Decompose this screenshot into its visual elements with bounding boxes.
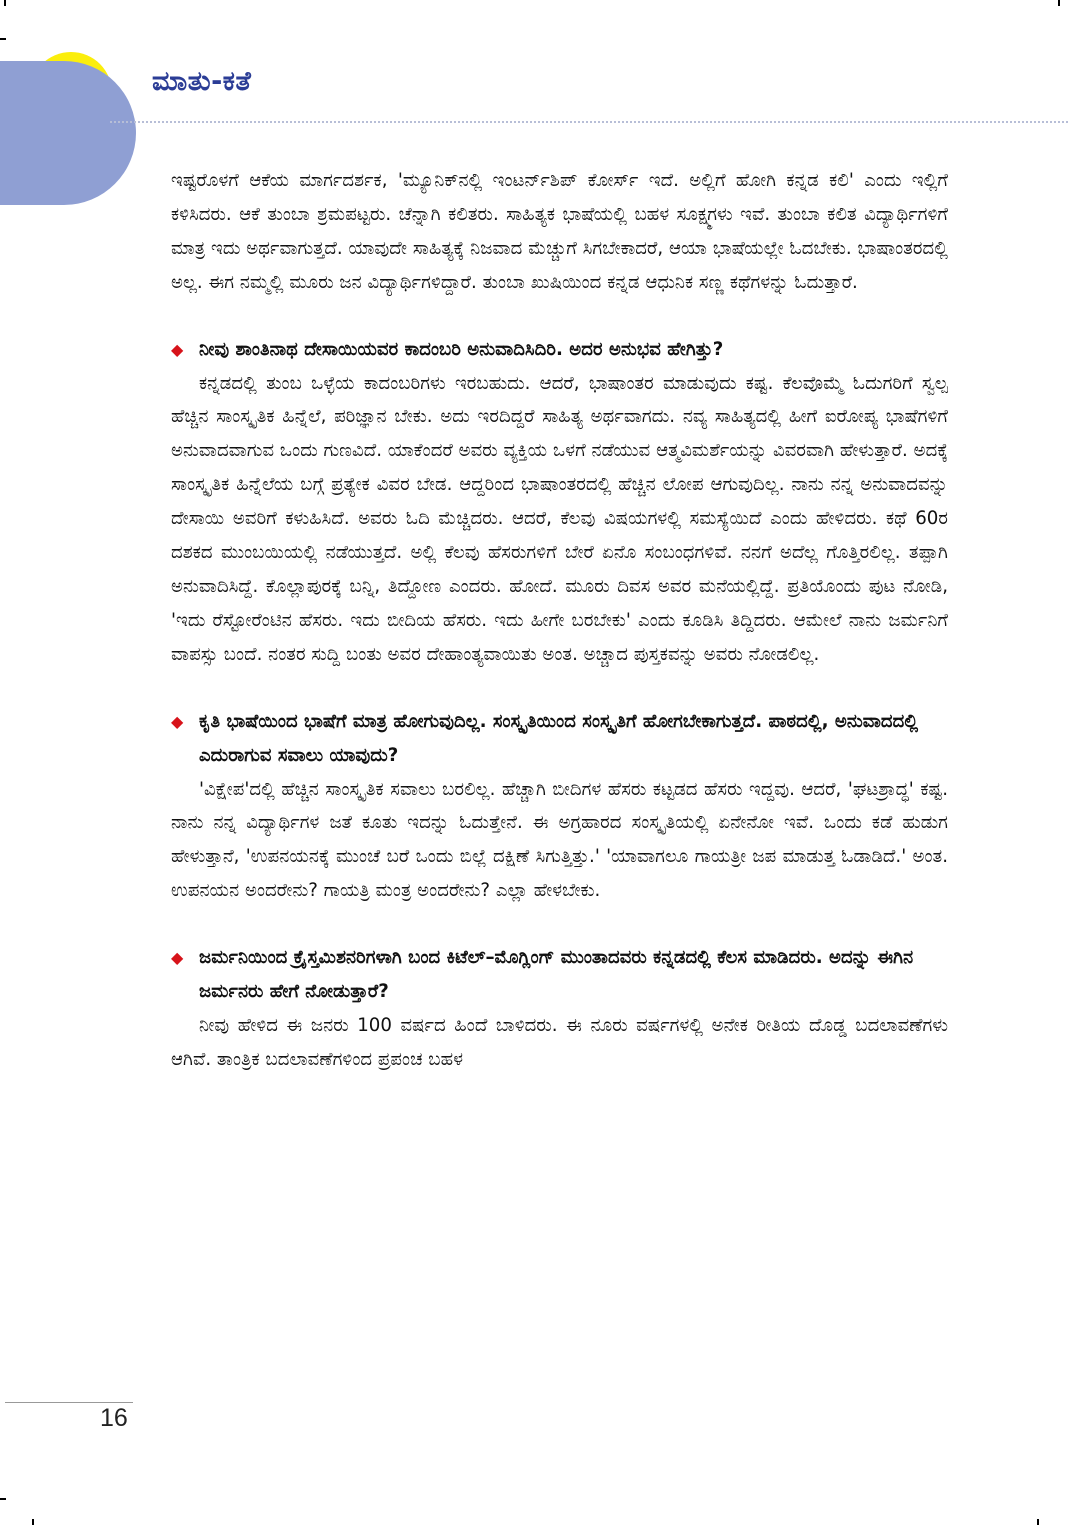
question-3 xyxy=(171,941,948,1009)
question-text: ಕೃತಿ ಭಾಷೆಯಿಂದ ಭಾಷೆಗೆ ಮಾತ್ರ ಹೋಗುವುದಿಲ್ಲ. ಸಂಸ್ಕೃತಿಯಿಂದ ಸಂಸ್ಕೃತಿಗೆ ಹೋಗಬೇಕಾಗುತ್ತದೆ. ಪಾಠದಲ್ಲಿ, ಅನುವಾದದಲ್ಲಿ ಎದುರಾಗುವ ಸವಾಲು ಯಾವುದು? xyxy=(199,710,919,766)
crop-mark-bottom-right xyxy=(1037,1519,1039,1525)
answer-2: 'ವಿಕ್ಷೇಪ'ದಲ್ಲಿ ಹೆಚ್ಚಿನ ಸಾಂಸ್ಕೃತಿಕ ಸವಾಲು ಬರಲಿಲ್ಲ. ಹೆಚ್ಚಾಗಿ ಬೀದಿಗಳ ಹೆಸರು ಕಟ್ಟಡದ ಹೆಸರು ಇದ್ದವು. ಆದರೆ, 'ಘಟಶ್ರಾದ್ಧ' ಕಷ್ಟ. ನಾನು ನನ್ನ ವಿದ್ಯಾರ್ಥಿಗಳ ಜತೆ ಕೂತು ಇದನ್ನು ಓದುತ್ತೇನೆ. ಈ ಅಗ್ರಹಾರದ ಸಂಸ್ಕೃತಿಯಲ್ಲಿ ಏನೇನೋ ಇವೆ. ಒಂದು ಕಡೆ ಹುಡುಗ ಹೇಳುತ್ತಾನೆ, 'ಉಪನಯನಕ್ಕೆ ಮುಂಚೆ ಬರೆ ಒಂದು ಬಿಲ್ಲೆ ದಕ್ಷಿಣೆ ಸಿಗುತ್ತಿತ್ತು.' 'ಯಾವಾಗಲೂ ಗಾಯತ್ರೀ ಜಪ ಮಾಡುತ್ತ ಓಡಾಡಿದೆ.' ಅಂತ. ಉಪನಯನ ಅಂದರೇನು? ಗಾಯತ್ರಿ ಮಂತ್ರ ಅಂದರೇನು? ಎಲ್ಲಾ ಹೇಳಬೇಕು. xyxy=(171,778,948,902)
answer-3: ನೀವು ಹೇಳಿದ ಈ ಜನರು 100 ವರ್ಷದ ಹಿಂದೆ ಬಾಳಿದರು. ಈ ನೂರು ವರ್ಷಗಳಲ್ಲಿ ಅನೇಕ ರೀತಿಯ ದೊಡ್ಡ ಬದಲಾವಣೆಗಳು ಆಗಿವೆ. ತಾಂತ್ರಿಕ ಬದಲಾವಣೆಗಳಿಂದ ಪ್ರಪಂಚ ಬಹಳ xyxy=(171,1014,948,1070)
red-diamond-icon: ◆ xyxy=(171,711,184,731)
header-dotted-divider xyxy=(110,121,1068,123)
article-body xyxy=(171,164,948,1110)
crop-mark-bottom-left xyxy=(32,1519,34,1525)
intro-paragraph: ಇಷ್ಟರೊಳಗೆ ಆಕೆಯ ಮಾರ್ಗದರ್ಶಕ, 'ಮ್ಯೂನಿಕ್‌ನಲ್ಲಿ ಇಂಟರ್ನ್‌ಶಿಪ್ ಕೋರ್ಸ್ ಇದೆ. ಅಲ್ಲಿಗೆ ಹೋಗಿ ಕನ್ನಡ ಕಲಿ' ಎಂದು ಇಲ್ಲಿಗೆ ಕಳಿಸಿದರು. ಆಕೆ ತುಂಬಾ ಶ್ರಮಪಟ್ಟರು. ಚೆನ್ನಾಗಿ ಕಲಿತರು. ಸಾಹಿತ್ಯಕ ಭಾಷೆಯಲ್ಲಿ ಬಹಳ ಸೂಕ್ಷ್ಮಗಳು ಇವೆ. ತುಂಬಾ ಕಲಿತ ವಿದ್ಯಾರ್ಥಿಗಳಿಗೆ ಮಾತ್ರ ಇದು ಅರ್ಥವಾಗುತ್ತದೆ. ಯಾವುದೇ ಸಾಹಿತ್ಯಕ್ಕೆ ನಿಜವಾದ ಮೆಚ್ಚುಗೆ ಸಿಗಬೇಕಾದರೆ, ಆಯಾ ಭಾಷೆಯಲ್ಲೇ ಓದಬೇಕು. ಭಾಷಾಂತರದಲ್ಲಿ ಅಲ್ಲ. ಈಗ ನಮ್ಮಲ್ಲಿ ಮೂರು ಜನ ವಿದ್ಯಾರ್ಥಿಗಳಿದ್ದಾರೆ. ತುಂಬಾ ಖುಷಿಯಿಂದ ಕನ್ನಡ ಆಧುನಿಕ ಸಣ್ಣ ಕಥೆಗಳನ್ನು ಓದುತ್ತಾರೆ. xyxy=(171,170,948,293)
qa-block-2 xyxy=(171,705,948,908)
crop-mark-top-left xyxy=(4,0,6,6)
decorative-blue-shape xyxy=(0,61,136,205)
qa-block-3 xyxy=(171,941,948,1077)
crop-mark-top-right xyxy=(1058,0,1060,6)
question-text: ನೀವು ಶಾಂತಿನಾಥ ದೇಸಾಯಿಯವರ ಕಾದಂಬರಿ ಅನುವಾದಿಸಿದಿರಿ. ಅದರ ಅನುಭವ ಹೇಗಿತ್ತು? xyxy=(199,338,724,360)
red-diamond-icon: ◆ xyxy=(171,339,184,359)
question-2 xyxy=(171,705,948,773)
crop-mark-left-upper xyxy=(0,38,6,40)
page-number-rule xyxy=(5,1402,133,1403)
page-number: 16 xyxy=(100,1404,128,1432)
red-diamond-icon: ◆ xyxy=(171,948,184,968)
question-text: ಜರ್ಮನಿಯಿಂದ ಕ್ರೈಸ್ತಮಿಶನರಿಗಳಾಗಿ ಬಂದ ಕಿಟೆಲ್–ಮೊಗ್ಲಿಂಗ್ ಮುಂತಾದವರು ಕನ್ನಡದಲ್ಲಿ ಕೆಲಸ ಮಾಡಿದರು. ಅದನ್ನು ಈಗಿನ ಜರ್ಮನರು ಹೇಗೆ ನೋಡುತ್ತಾರೆ? xyxy=(199,947,914,1003)
crop-mark-left-lower xyxy=(0,1498,6,1500)
qa-block-1 xyxy=(171,333,948,672)
question-1 xyxy=(171,333,948,367)
section-title: ಮಾತು-ಕತೆ xyxy=(152,66,252,97)
answer-1: ಕನ್ನಡದಲ್ಲಿ ತುಂಬ ಒಳ್ಳೆಯ ಕಾದಂಬರಿಗಳು ಇರಬಹುದು. ಆದರೆ, ಭಾಷಾಂತರ ಮಾಡುವುದು ಕಷ್ಟ. ಕೆಲವೊಮ್ಮೆ ಓದುಗರಿಗೆ ಸ್ವಲ್ಪ ಹೆಚ್ಚಿನ ಸಾಂಸ್ಕೃತಿಕ ಹಿನ್ನೆಲೆ, ಪರಿಜ್ಞಾನ ಬೇಕು. ಅದು ಇರದಿದ್ದರೆ ಸಾಹಿತ್ಯ ಅರ್ಥವಾಗದು. ನವ್ಯ ಸಾಹಿತ್ಯದಲ್ಲಿ ಹೀಗೆ ಐರೋಪ್ಯ ಭಾಷೆಗಳಿಗೆ ಅನುವಾದವಾಗುವ ಒಂದು ಗುಣವಿದೆ. ಯಾಕೆಂದರೆ ಅವರು ವ್ಯಕ್ತಿಯ ಒಳಗೆ ನಡೆಯುವ ಆತ್ಮವಿಮರ್ಶೆಯನ್ನು ವಿವರವಾಗಿ ಹೇಳುತ್ತಾರೆ. ಅದಕ್ಕೆ ಸಾಂಸ್ಕೃತಿಕ ಹಿನ್ನೆಲೆಯ ಬಗ್ಗೆ ಪ್ರತ್ಯೇಕ ವಿವರ ಬೇಡ. ಆದ್ದರಿಂದ ಭಾಷಾಂತರದಲ್ಲಿ ಹೆಚ್ಚಿನ ಲೋಪ ಆಗುವುದಿಲ್ಲ. ನಾನು ನನ್ನ ಅನುವಾದವನ್ನು ದೇಸಾಯಿ ಅವರಿಗೆ ಕಳುಹಿಸಿದೆ. ಅವರು ಓದಿ ಮೆಚ್ಚಿದರು. ಆದರೆ, ಕೆಲವು ವಿಷಯಗಳಲ್ಲಿ ಸಮಸ್ಯೆಯಿದೆ ಎಂದು ಹೇಳಿದರು. ಕಥೆ 60ರ ದಶಕದ ಮುಂಬಯಿಯಲ್ಲಿ ನಡೆಯುತ್ತದೆ. ಅಲ್ಲಿ ಕೆಲವು ಹೆಸರುಗಳಿಗೆ ಬೇರೆ ಏನೊ ಸಂಬಂಧಗಳಿವೆ. ನನಗೆ ಅದೆಲ್ಲ ಗೊತ್ತಿರಲಿಲ್ಲ. ತಪ್ಪಾಗಿ ಅನುವಾದಿಸಿದ್ದೆ. ಕೊಲ್ಲಾಪುರಕ್ಕೆ ಬನ್ನಿ, ತಿದ್ದೋಣ ಎಂದರು. ಹೋದೆ. ಮೂರು ದಿವಸ ಅವರ ಮನೆಯಲ್ಲಿದ್ದೆ. ಪ್ರತಿಯೊಂದು ಪುಟ ನೋಡಿ, 'ಇದು ರೆಸ್ಟೋರೆಂಟಿನ ಹೆಸರು. ಇದು ಬೀದಿಯ ಹೆಸರು. ಇದು ಹೀಗೇ ಬರಬೇಕು' ಎಂದು ಕೂಡಿಸಿ ತಿದ್ದಿದರು. ಆಮೇಲೆ ನಾನು ಜರ್ಮನಿಗೆ ವಾಪಸ್ಸು ಬಂದೆ. ನಂತರ ಸುದ್ದಿ ಬಂತು ಅವರ ದೇಹಾಂತ್ಯವಾಯಿತು ಅಂತ. ಅಚ್ಚಾದ ಪುಸ್ತಕವನ್ನು ಅವರು ನೋಡಲಿಲ್ಲ. xyxy=(171,372,948,665)
intro-block xyxy=(171,164,948,300)
